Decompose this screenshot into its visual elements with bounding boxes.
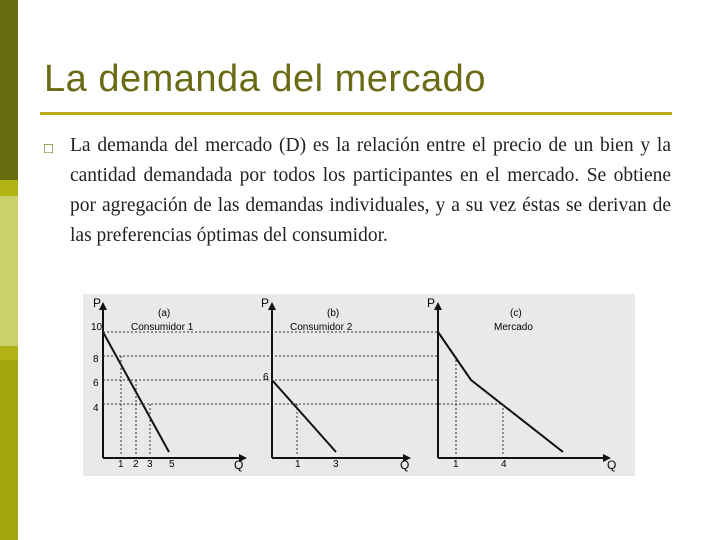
panel-subtitle: Consumidor 2 [290,322,353,333]
y-tick-label: 6 [93,378,99,389]
x-axis-label: Q [607,458,617,472]
slide-title: La demanda del mercado [44,58,486,100]
y-tick-label: 6 [263,372,269,383]
y-axis-label: P [261,296,270,310]
sidebar-segment [0,196,18,346]
y-tick-label: 10 [91,322,103,333]
panel-caption: (b) [327,308,340,319]
y-axis-label: P [93,296,102,310]
x-axis-label: Q [234,458,244,472]
bullet-icon: □ [44,141,54,157]
bullet-text: La demanda del mercado (D) es la relación entre el precio de un bien y la cantidad demandada por todos los participantes en el mercado. Se obtiene por agregación de las demandas individuales, y a su vez éstas se derivan de las preferencias óptimas del consumidor. [70,135,671,246]
x-tick-label: 1 [118,459,124,470]
x-tick-label: 2 [133,459,139,470]
x-tick-label: 4 [501,459,507,470]
y-axis-label: P [427,296,436,310]
demand-figure [83,294,635,476]
x-tick-label: 1 [453,459,459,470]
panel-caption: (a) [158,308,171,319]
x-tick-label: 1 [295,459,301,470]
panel-caption: (c) [510,308,522,319]
x-tick-label: 3 [147,459,153,470]
panel-subtitle: Mercado [494,322,533,333]
x-axis-label: Q [400,458,410,472]
y-tick-label: 8 [93,354,99,365]
panel-subtitle: Consumidor 1 [131,322,194,333]
x-tick-label: 5 [169,459,175,470]
y-tick-label: 4 [93,403,99,414]
sidebar-segment [0,360,18,540]
title-underline [40,112,672,115]
sidebar-segment [0,0,18,180]
decorative-sidebar [0,0,18,540]
x-tick-label: 3 [333,459,339,470]
